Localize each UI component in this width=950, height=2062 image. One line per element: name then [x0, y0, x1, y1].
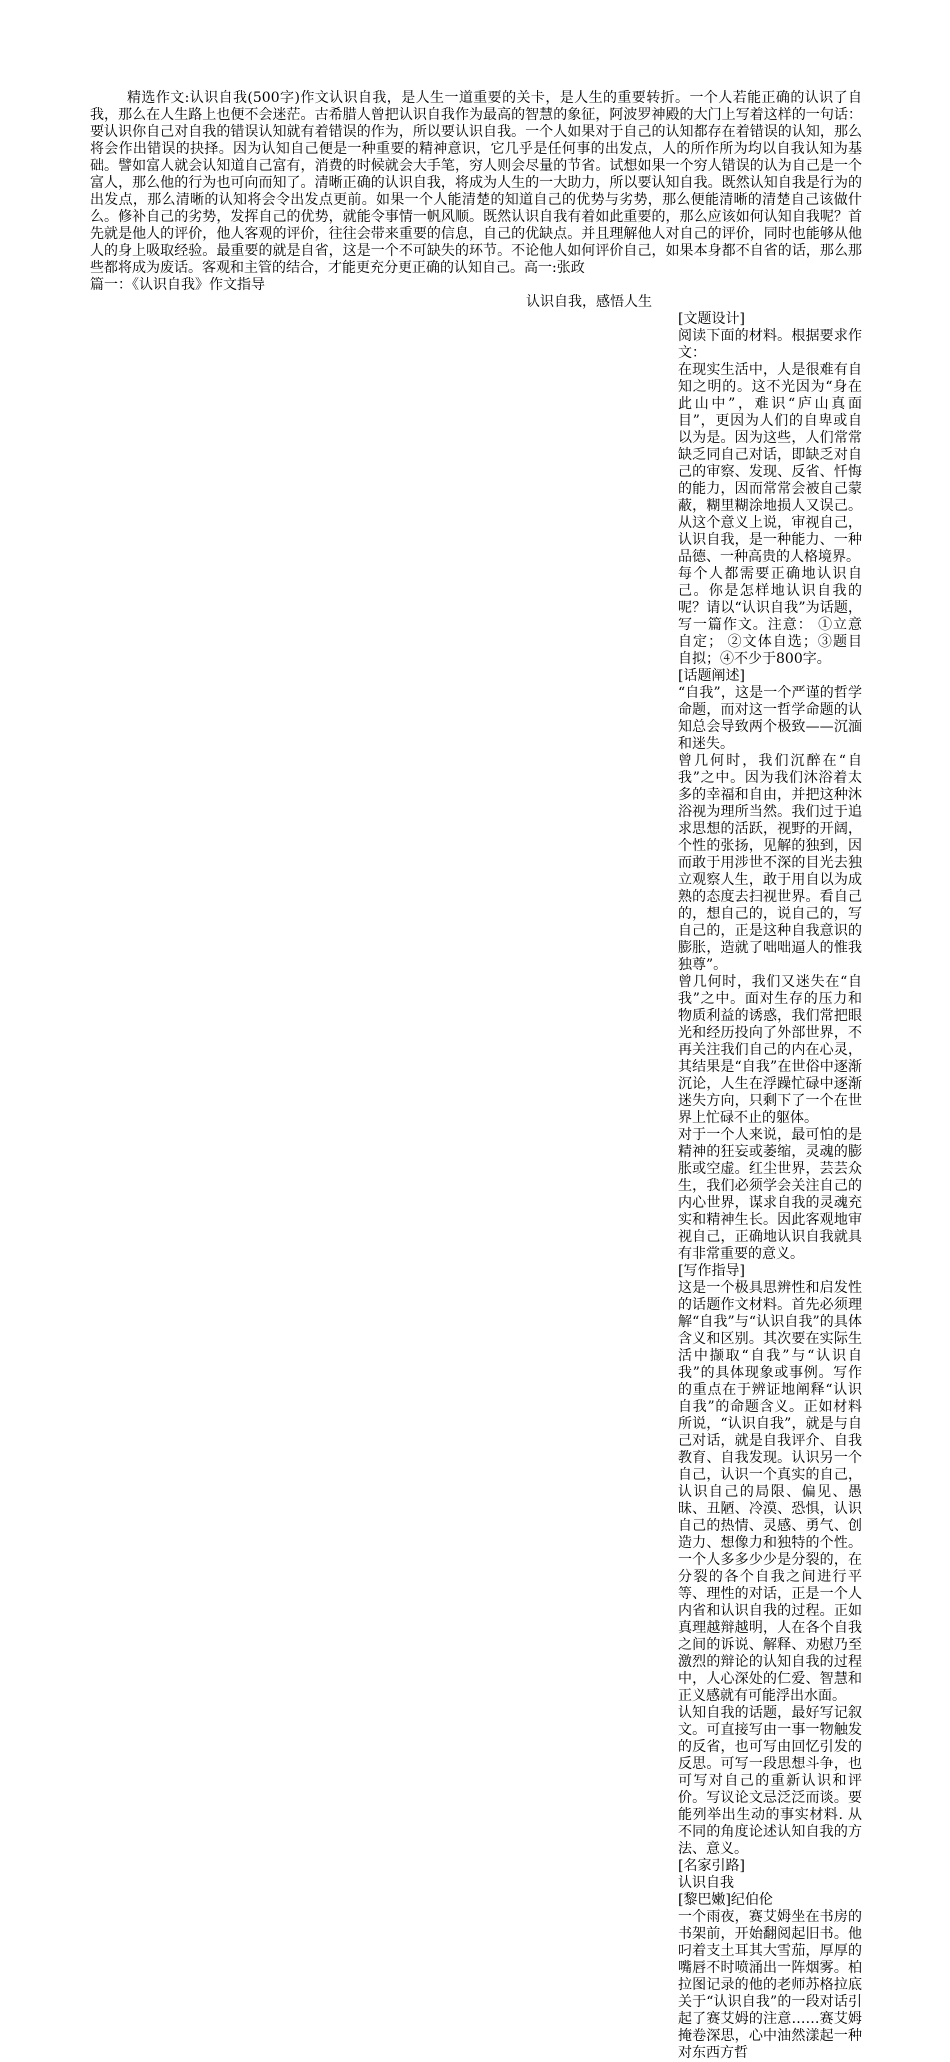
- example-title: 认识自我: [678, 1875, 734, 1891]
- material-paragraph: 在现实生活中，人是很难有自知之明的。这不光因为“身在此山中”，难识“庐山真面目”，更因为人们的自卑或自以为是。因为这些，人们常常缺乏同自己对话，即缺乏对自己的审察、发现、反省、忏悔的能力，因而常常会被自己蒙蔽，糊里糊涂地损人又误己。从这个意义上说，审视自己，认识自我，是一种能力、一种品德、一种高贵的人格境界。: [678, 362, 862, 565]
- essay-title: 认识自我，感悟人生: [526, 294, 652, 310]
- guide-paragraph-2: 认知自我的话题，最好写记叙文。可直接写由一事一物触发的反省，也可写由回忆引发的反思。可写一段思想斗争，也可写对自己的重新认识和评价。写议论文忌泛泛而谈。要能列举出生动的事实材料. 从不同的角度论述认知自我的方法、意义。: [678, 1705, 862, 1857]
- topic-paragraph-3: 曾几何时，我们又迷失在“自我”之中。面对生存的压力和物质利益的诱惑，我们常把眼光和经历投向了外部世界，不再关注我们自己的内在心灵，其结果是“自我”在世俗中逐渐沉论，人生在浮躁忙碌中逐渐迷失方向，只剩下了一个在世界上忙碌不止的躯体。: [678, 974, 862, 1126]
- section-heading-topic: [话题阐述]: [678, 668, 745, 684]
- section-heading-design: [文题设计]: [678, 311, 745, 327]
- document-page: [90, 90, 862, 2062]
- section-heading-guide: [写作指导]: [678, 1263, 745, 1279]
- example-author: [黎巴嫩]纪伯伦: [678, 1892, 773, 1908]
- section-title: 篇一：《认识自我》作文指导: [90, 277, 265, 293]
- essay-paragraph: 精选作文:认识自我(500字)作文认识自我，是人生一道重要的关卡，是人生的重要转折。一个人若能正确的认识了自我，那么在人生路上也便不会迷茫。古希腊人曾把认识自我作为最高的智慧的象征，阿波罗神殿的大门上写着这样的一句话：要认识你自己对自我的错误认知就有着错误的作为，所以要认识自我。一个人如果对于自己的认知都存在着错误的认知，那么将会作出错误的抉择。因为认知自己便是一种重要的精神意识，它几乎是任何事的出发点，人的所作所为均以自我认知为基础。譬如富人就会认知道自己富有，消费的时候就会大手笔，穷人则会尽量的节省。试想如果一个穷人错误的认为自己是一个富人，那么他的行为也可向而知了。清晰正确的认识自我，将成为人生的一大助力，所以要认知自我。既然认知自我是行为的出发点，那么清晰的认知将会令出发点更前。如果一个人能清楚的知道自己的优势与劣势，那么便能清晰的清楚自己该做什么。修补自己的劣势，发挥自己的优势，就能令事情一帆风顺。既然认识自我有着如此重要的，那么应该如何认知自我呢？首先就是他人的评价，他人客观的评价，往往会带来重要的信息，自己的优缺点。并且理解他人对自己的评价，同时也能够从他人的身上吸取经验。最重要的就是自省，这是一个不可缺失的环节。不论他人如何评价自己，如果本身都不自省的话，那么那些都将成为废话。客观和主管的结合，才能更充分更正确的认知自己。高一:张政: [90, 90, 862, 276]
- section-heading-masters: [名家引路]: [678, 1858, 745, 1874]
- guide-paragraph-1: 这是一个极具思辨性和启发性的话题作文材料。首先必须理解“自我”与“认识自我”的具体含义和区别。其次要在实际生活中撷取“自我”与“认识自我”的具体现象或事例。写作的重点在于辨证地阐释“认识自我”的命题含义。正如材料所说，“认识自我”，就是与自己对话，就是自我评介、自我教育、自我发现。认识另一个自己，认识一个真实的自己，认识自己的局限、偏见、愚昧、丑陋、冷漠、恐惧，认识自己的热情、灵感、勇气、创造力、想像力和独特的个性。一个人多多少少是分裂的，在分裂的各个自我之间进行平等、理性的对话，正是一个人内省和认识自我的过程。正如真理越辩越明，人在各个自我之间的诉说、解释、劝慰乃至激烈的辩论的认知自我的过程中，人心深处的仁爱、智慧和正义感就有可能浮出水面。: [678, 1280, 862, 1704]
- task-paragraph: 每个人都需要正确地认识自己。你是怎样地认识自我的呢？请以“认识自我”为话题，写一篇作文。注意： ①立意自定； ②文体自选；③题目自拟；④不少于800字。: [678, 566, 862, 667]
- topic-paragraph-4: 对于一个人来说，最可怕的是精神的狂妄或萎缩，灵魂的膨胀或空虚。红尘世界，芸芸众生，我们必须学会关注自己的内心世界，谋求自我的灵魂充实和精神生长。因此客观地审视自己，正确地认识自我就具有非常重要的意义。: [678, 1127, 862, 1262]
- instruction-paragraph: 阅读下面的材料。根据要求作文：: [678, 328, 862, 361]
- example-paragraph: 一个雨夜，赛艾姆坐在书房的书架前，开始翻阅起旧书。他叼着支土耳其大雪茄，厚厚的嘴唇不时喷涌出一阵烟雾。柏拉图记录的他的老师苏格拉底关于“认识自我”的一段对话引起了赛艾姆的注意……赛艾姆掩卷深思，心中油然漾起一种对东西方哲: [678, 1909, 862, 2061]
- topic-paragraph-2: 曾几何时，我们沉醉在“自我”之中。因为我们沐浴着太多的幸福和自由，并把这种沐浴视为理所当然。我们过于追求思想的活跃，视野的开阔，个性的张扬，见解的独到，因而敢于用涉世不深的目光去独立观察人生，敢于用自以为成熟的态度去扫视世界。看自己的，想自己的，说自己的，写自己的，正是这种自我意识的膨胀，造就了咄咄逼人的惟我独尊”。: [678, 753, 862, 973]
- topic-paragraph-1: “自我”，这是一个严谨的哲学命题，而对这一哲学命题的认知总会导致两个极致——沉湎和迷失。: [678, 685, 862, 752]
